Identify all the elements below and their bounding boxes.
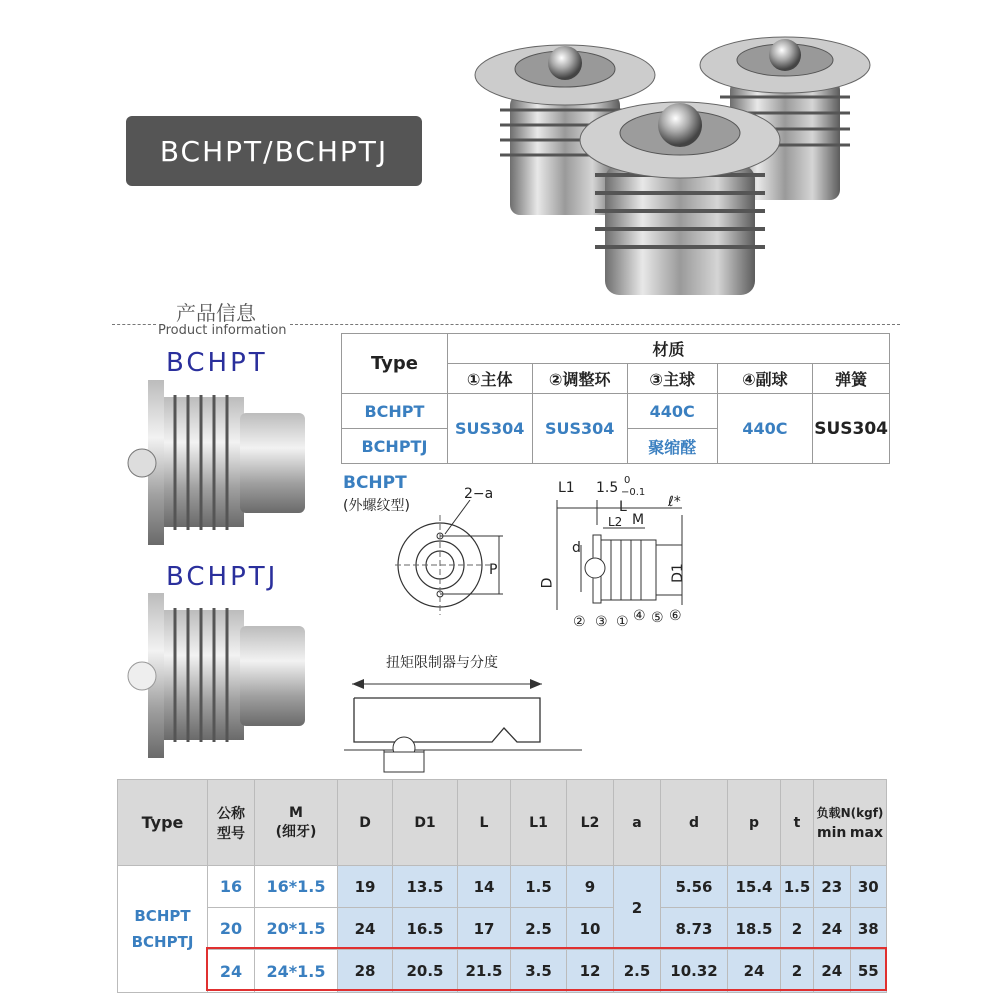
mat-body-value: SUS304 — [447, 394, 532, 464]
drawing-p-label: P — [489, 562, 498, 578]
spec-r2-size: 24 — [208, 950, 255, 993]
spec-h-load-max: max — [849, 825, 883, 841]
spec-r0-L2: 9 — [567, 866, 614, 908]
spec-r1-L: 17 — [458, 908, 511, 950]
drawing-L1: L1 — [558, 480, 575, 496]
divider-right — [290, 324, 900, 325]
torque-title: 扭矩限制器与分度 — [386, 655, 498, 671]
spec-h-a: a — [614, 780, 661, 866]
divider-left — [112, 324, 156, 325]
spec-r2-min: 24 — [814, 950, 851, 993]
drawing-hole-label: 2−a — [464, 486, 494, 502]
spec-h-L: L — [458, 780, 511, 866]
drawing-L: L — [619, 499, 627, 515]
bchptj-side-photo — [120, 590, 310, 765]
spec-r1-min: 24 — [814, 908, 851, 950]
spec-r1-max: 38 — [850, 908, 887, 950]
spec-h-t: t — [781, 780, 814, 866]
mat-row-bchptj: BCHPTJ — [342, 429, 448, 464]
spec-r2-L2: 12 — [567, 950, 614, 993]
part-callout-1: ① — [616, 614, 629, 630]
mat-spring-value: SUS304 — [813, 394, 890, 464]
mat-col-body: ①主体 — [447, 364, 532, 394]
model-label-bottom: BCHPTJ — [166, 562, 279, 592]
spec-r2-max: 55 — [850, 950, 887, 993]
spec-r0-L1: 1.5 — [511, 866, 567, 908]
mat-ring-value: SUS304 — [532, 394, 627, 464]
drawing-tol-main: 1.5 — [596, 480, 619, 496]
drawing-tol-down: −0.1 — [621, 487, 646, 498]
materials-table — [341, 333, 890, 464]
drawing-type-sub: (外螺纹型) — [343, 498, 410, 514]
drawing-L2: L2 — [608, 515, 623, 529]
spec-type-bchptj: BCHPTJ — [131, 933, 194, 951]
spec-r2-L: 21.5 — [458, 950, 511, 993]
spec-r2-D1: 20.5 — [393, 950, 458, 993]
spec-r0-p: 15.4 — [728, 866, 781, 908]
drawing-M: M — [632, 512, 645, 528]
spec-r1-size: 20 — [208, 908, 255, 950]
unit-front — [580, 102, 780, 295]
model-label-top: BCHPT — [166, 348, 268, 378]
spec-h-p: p — [728, 780, 781, 866]
part-callout-5: ⑤ — [651, 610, 664, 626]
mat-sub-ball-value: 440C — [717, 394, 813, 464]
spec-r0-d: 5.56 — [661, 866, 728, 908]
drawing-D: D — [539, 577, 556, 589]
mat-type-header: Type — [342, 334, 448, 394]
spec-r0-t: 1.5 — [781, 866, 814, 908]
mat-col-sub-ball: ④副球 — [717, 364, 813, 394]
spec-h-load — [814, 780, 887, 866]
drawing-type-name: BCHPT — [343, 473, 407, 493]
spec-h-type: Type — [118, 780, 208, 866]
part-callout-6: ⑥ — [669, 608, 682, 624]
spec-h-L2: L2 — [567, 780, 614, 866]
product-photo — [470, 25, 890, 305]
spec-r2-a: 2.5 — [614, 950, 661, 993]
spec-r2-p: 24 — [728, 950, 781, 993]
spec-type-cell — [118, 866, 208, 993]
spec-type-bchpt: BCHPT — [134, 907, 191, 925]
spec-h-m: M (细牙) — [255, 780, 338, 866]
spec-r0-D: 19 — [338, 866, 393, 908]
spec-r2-L1: 3.5 — [511, 950, 567, 993]
mat-main-ball-bchptj: 聚缩醛 — [627, 429, 717, 464]
torque-diagram — [342, 672, 592, 777]
spec-h-load-title: 负载N(kgf) — [816, 806, 884, 820]
spec-r2-m: 24*1.5 — [255, 950, 338, 993]
spec-r1-L1: 2.5 — [511, 908, 567, 950]
mat-group-header: 材质 — [447, 334, 889, 364]
front-view-drawing — [395, 500, 525, 615]
product-info-cn: 产品信息 — [176, 301, 256, 325]
spec-r0-m: 16*1.5 — [255, 866, 338, 908]
drawing-tol-up: 0 — [624, 475, 631, 486]
title-text: BCHPT/BCHPTJ — [159, 134, 389, 168]
spec-r0-min: 23 — [814, 866, 851, 908]
mat-row-bchpt: BCHPT — [342, 394, 448, 429]
product-info-en: Product information — [158, 323, 287, 338]
section-view-drawing — [555, 500, 695, 612]
spec-r2-d: 10.32 — [661, 950, 728, 993]
drawing-d: d — [572, 540, 581, 556]
spec-r1-L2: 10 — [567, 908, 614, 950]
drawing-l-star: ℓ* — [668, 494, 681, 510]
spec-r1-m: 20*1.5 — [255, 908, 338, 950]
spec-h-load-min: min — [817, 825, 847, 841]
spec-r1-D: 24 — [338, 908, 393, 950]
spec-r2-t: 2 — [781, 950, 814, 993]
mat-col-spring: 弹簧 — [813, 364, 890, 394]
spec-h-d: d — [661, 780, 728, 866]
part-callout-2: ② — [573, 614, 586, 630]
spec-r0-max: 30 — [850, 866, 887, 908]
spec-r0-size: 16 — [208, 866, 255, 908]
spec-h-D1: D1 — [393, 780, 458, 866]
spec-r1-p: 18.5 — [728, 908, 781, 950]
spec-h-size: 公称 型号 — [208, 780, 255, 866]
spec-r0-D1: 13.5 — [393, 866, 458, 908]
spec-r1-t: 2 — [781, 908, 814, 950]
title-badge — [126, 116, 422, 186]
row-highlight-box — [206, 947, 887, 991]
mat-col-ring: ②调整环 — [532, 364, 627, 394]
part-callout-4: ④ — [633, 608, 646, 624]
spec-r1-d: 8.73 — [661, 908, 728, 950]
mat-col-main-ball: ③主球 — [627, 364, 717, 394]
spec-h-D: D — [338, 780, 393, 866]
part-callout-3: ③ — [595, 614, 608, 630]
bchpt-side-photo — [120, 375, 310, 550]
spec-r1-D1: 16.5 — [393, 908, 458, 950]
mat-main-ball-bchpt: 440C — [627, 394, 717, 429]
spec-h-L1: L1 — [511, 780, 567, 866]
spec-r2-D: 28 — [338, 950, 393, 993]
spec-r0-L: 14 — [458, 866, 511, 908]
spec-a-merged: 2 — [614, 866, 661, 950]
drawing-D1: D1 — [669, 563, 686, 583]
